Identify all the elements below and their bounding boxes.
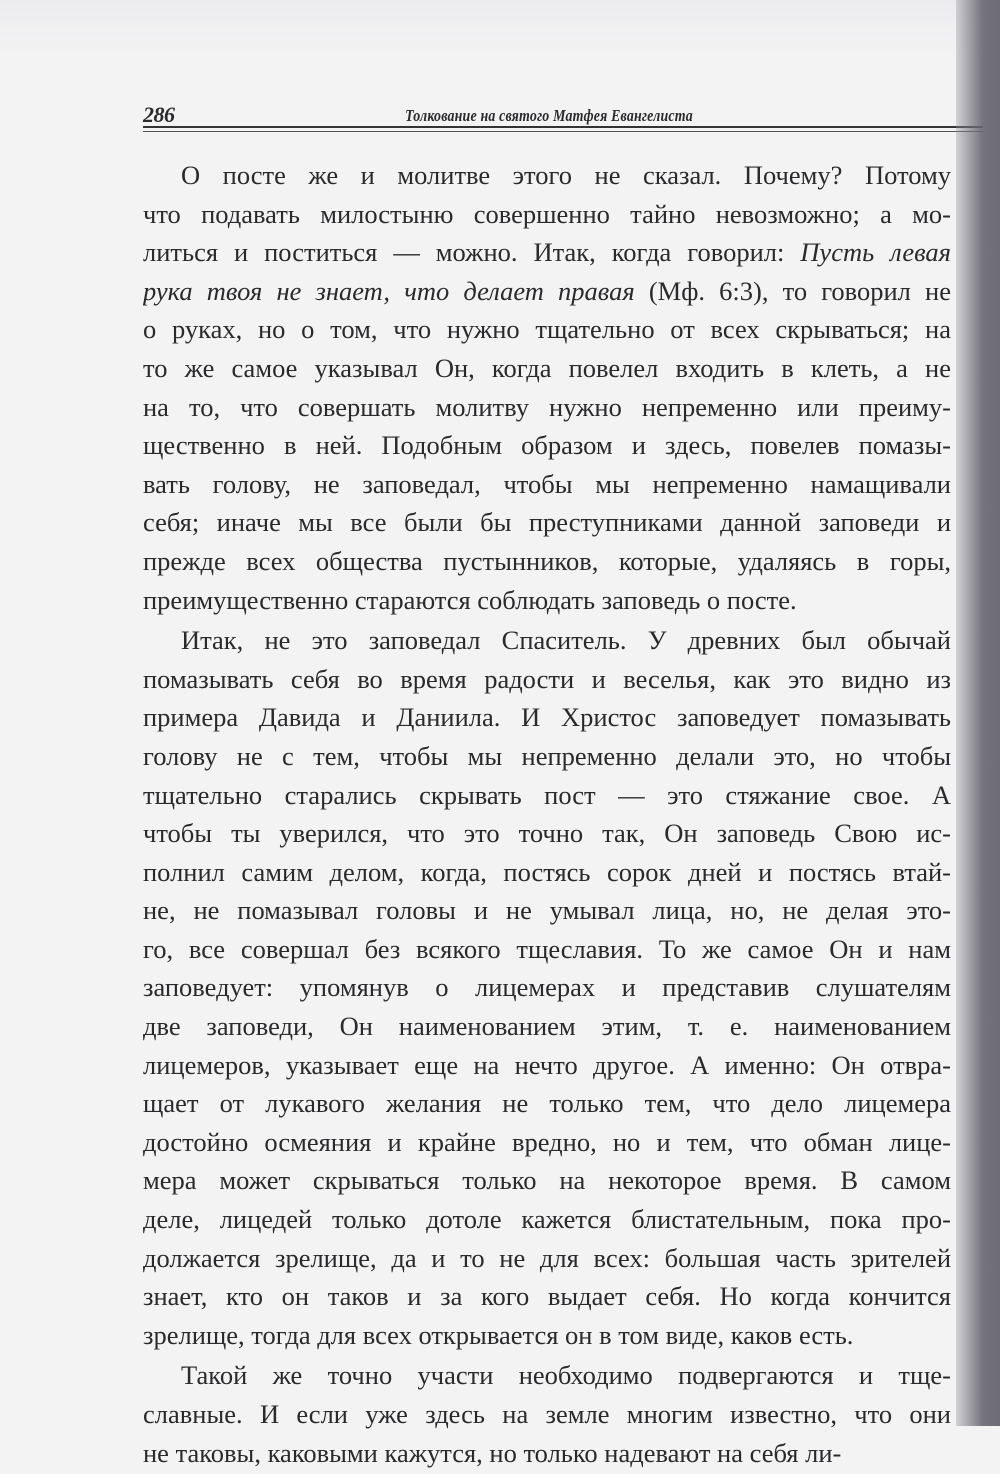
text-line <box>143 814 951 853</box>
text-line <box>143 156 951 195</box>
text-line <box>143 465 951 504</box>
text-line <box>143 621 951 660</box>
text-segment: что подавать милостыню совершенно тайно невозможно; а мо- <box>143 198 951 229</box>
body-text <box>143 156 951 1474</box>
page-number: 286 <box>143 102 175 127</box>
text-segment: достойно осмеяния и крайне вредно, но и тем, что обман лице- <box>143 1126 951 1157</box>
text-line <box>143 426 951 465</box>
text-line <box>143 1277 951 1316</box>
text-line <box>143 737 951 776</box>
text-segment: (Мф. 6:3), то говорил не <box>634 275 951 306</box>
text-line <box>143 891 951 930</box>
text-line <box>143 581 951 620</box>
text-segment: примера Давида и Даниила. И Христос заповедует помазывать <box>143 702 951 733</box>
text-segment: две заповеди, Он наименованием этим, т. е. наименованием <box>143 1011 951 1042</box>
text-line <box>143 310 951 349</box>
text-segment: литься и поститься — можно. Итак, когда говорил: <box>143 237 801 268</box>
text-segment: вать голову, не заповедал, чтобы мы непременно намащивали <box>143 468 951 499</box>
text-line <box>143 1395 951 1434</box>
text-segment: не, не помазывал головы и не умывал лица, но, не делая это- <box>143 895 951 926</box>
text-segment: мера может скрываться только на некоторое время. В самом <box>143 1165 951 1196</box>
text-segment: славные. И если уже здесь на земле многим известно, что они <box>143 1399 951 1429</box>
text-segment: полнил самим делом, когда, постясь сорок дней и постясь втай- <box>143 856 951 887</box>
text-line <box>143 1356 951 1395</box>
text-line <box>143 1084 951 1123</box>
text-line <box>143 1316 951 1355</box>
text-segment: себя; иначе мы все были бы преступниками данной заповеди и <box>143 507 951 538</box>
page-scan-shading <box>0 0 1000 60</box>
text-line <box>143 660 951 699</box>
text-line <box>143 853 951 892</box>
text-line <box>143 195 951 234</box>
text-line <box>143 1007 951 1046</box>
paragraph <box>143 156 951 619</box>
text-segment: щает от лукавого желания не только тем, что дело лицемера <box>143 1088 951 1119</box>
text-segment: помазывать себя во время радости и веселья, как это видно из <box>143 663 951 694</box>
text-segment: лицемеров, указывает еще на нечто другое. А именно: Он отвра- <box>143 1049 951 1080</box>
text-segment: зрелище, тогда для всех открывается он в том виде, каков есть. <box>143 1319 854 1350</box>
text-line <box>143 1046 951 1085</box>
text-line <box>143 1239 951 1278</box>
text-line <box>143 1434 951 1473</box>
text-segment: Итак, не это заповедал Спаситель. У древних был обычай <box>181 625 951 656</box>
text-segment: заповедует: упомянув о лицемерах и представив слушателям <box>143 972 951 1003</box>
text-segment: го, все совершал без всякого тщеславия. То же самое Он и нам <box>143 933 951 964</box>
text-segment: должается зрелище, да и то не для всех: большая часть зрителей <box>143 1242 951 1273</box>
running-title: Толкование на святого Матфея Евангелиста <box>405 106 693 125</box>
text-segment: не таковы, каковыми кажутся, но только надевают на себя ли- <box>143 1437 842 1468</box>
running-header <box>143 100 955 134</box>
text-segment: щественно в ней. Подобным образом и здесь, повелев помазы- <box>143 430 951 461</box>
text-segment: преимущественно стараются соблюдать заповедь о посте. <box>143 584 797 615</box>
text-line <box>143 1161 951 1200</box>
text-line <box>143 698 951 737</box>
paragraph <box>143 1356 951 1472</box>
text-line <box>143 930 951 969</box>
text-segment: прежде всех общества пустынников, которые, удаляясь в горы, <box>143 545 951 576</box>
text-line <box>143 233 951 272</box>
text-segment: О посте же и молитве этого не сказал. Почему? Потому <box>181 160 951 190</box>
text-segment: голову не с тем, чтобы мы непременно делали это, но чтобы <box>143 740 951 771</box>
text-line <box>143 968 951 1007</box>
text-line <box>143 388 951 427</box>
text-segment: на то, что совершать молитву нужно непременно или преиму- <box>143 391 951 422</box>
scripture-quote: рука твоя не знает, что делает правая <box>143 275 635 306</box>
scripture-quote: Пусть левая <box>800 237 951 268</box>
text-line <box>143 349 951 388</box>
text-segment: знает, кто он таков и за кого выдает себя. Но когда кончится <box>143 1281 951 1312</box>
gutter-shadow <box>956 0 1000 1426</box>
text-line <box>143 1123 951 1162</box>
text-line <box>143 776 951 815</box>
text-segment: Такой же точно участи необходимо подвергаются и тще- <box>181 1360 951 1391</box>
text-line <box>143 272 951 311</box>
text-segment: то же самое указывал Он, когда повелел входить в клеть, а не <box>143 352 951 383</box>
text-segment: о руках, но о том, что нужно тщательно от всех скрываться; на <box>143 314 951 345</box>
text-segment: тщательно старались скрывать пост — это стяжание свое. А <box>143 779 951 810</box>
text-segment: деле, лицедей только дотоле кажется блистательным, пока про- <box>143 1204 951 1235</box>
paragraph <box>143 621 951 1354</box>
text-line <box>143 1200 951 1239</box>
text-line <box>143 503 951 542</box>
text-segment: чтобы ты уверился, что это точно так, Он заповедь Свою ис- <box>143 818 951 849</box>
text-line <box>143 542 951 581</box>
